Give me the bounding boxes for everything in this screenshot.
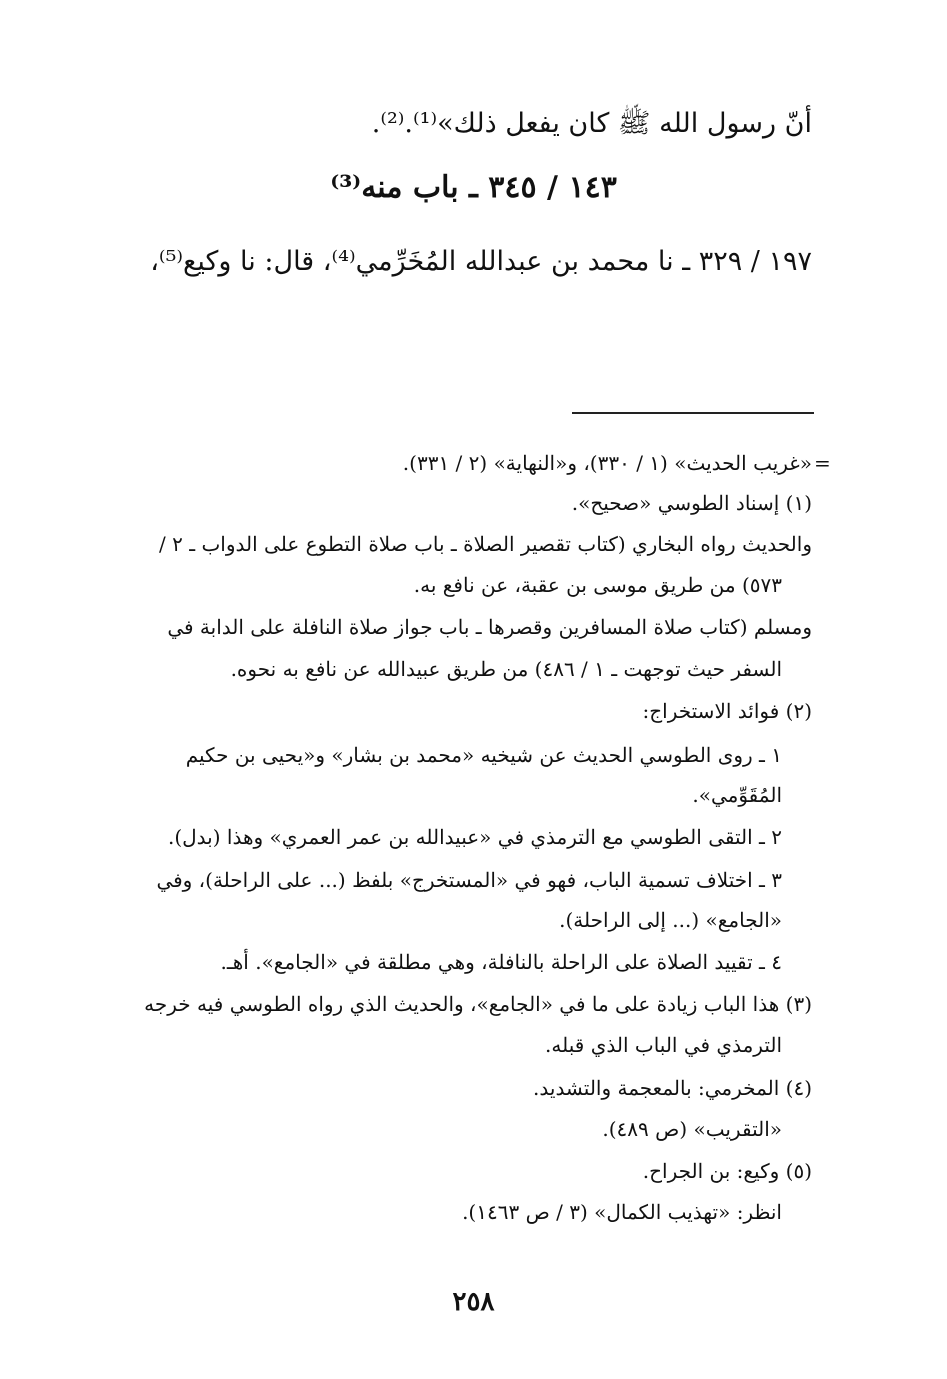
footnote-line: «الجامع» (... إلى الراحلة). <box>559 908 782 932</box>
page-number: ٢٥٨ <box>452 1287 495 1317</box>
footnote-line: ٣ ـ اختلاف تسمية الباب، فهو في «المستخرج» بلفظ (... على الراحلة)، وفي <box>156 868 782 892</box>
footnote-line: (١) إسناد الطوسي «صحيح». <box>571 491 812 515</box>
footnote-separator <box>572 412 814 414</box>
footnote-line: ومسلم (كتاب صلاة المسافرين وقصرها ـ باب جواز صلاة النافلة على الدابة في <box>167 615 812 639</box>
footnote-line: (٥) وكيع: بن الجراح. <box>642 1159 812 1183</box>
footnote-line: والحديث رواه البخاري (كتاب تقصير الصلاة ـ باب صلاة التطوع على الدواب ـ ٢ / <box>159 532 812 556</box>
footnote-line: ١ ـ روى الطوسي الحديث عن شيخيه «محمد بن بشار» و«يحيى بن حكيم <box>185 743 782 767</box>
footnote-line: الترمذي في الباب الذي قبله. <box>545 1033 782 1057</box>
footnote-line: ٤ ـ تقييد الصلاة على الراحلة بالنافلة، وهي مطلقة في «الجامع». أهـ. <box>220 950 782 974</box>
footnote-line: السفر حيث توجهت ـ ١ / ٤٨٦) من طريق عبيدالله عن نافع به نحوه. <box>230 657 782 681</box>
text-line-2: ١٩٧ / ٣٢٩ ـ نا محمد بن عبدالله المُخَرِّمي⁽⁴⁾، قال: نا وكيع⁽⁵⁾، <box>150 246 812 277</box>
footnote-line: ٢ ـ التقى الطوسي مع الترمذي في «عبيدالله بن عمر العمري» وهذا (بدل). <box>167 825 782 849</box>
text-line-1: أنّ رسول الله ﷺ كان يفعل ذلك»⁽¹⁾.⁽²⁾. <box>371 108 812 139</box>
continuation-mark: = <box>814 451 831 475</box>
footnote-line: ٥٧٣) من طريق موسى بن عقبة، عن نافع به. <box>413 573 782 597</box>
footnote-line: (٣) هذا الباب زيادة على ما في «الجامع»، والحديث الذي رواه الطوسي فيه خرجه <box>144 992 812 1016</box>
footnote-line: المُقَوِّمي». <box>692 783 782 807</box>
footnote-line: (٤) المخرمي: بالمعجمة والتشديد. <box>533 1076 812 1100</box>
footnote-line: انظر: «تهذيب الكمال» (٣ / ص ١٤٦٣). <box>462 1200 782 1224</box>
chapter-heading: ١٤٣ / ٣٤٥ ـ باب منه⁽³⁾ <box>330 170 617 205</box>
footnote-line: (٢) فوائد الاستخراج: <box>642 699 812 723</box>
footnote-line: «التقريب» (ص ٤٨٩). <box>602 1117 782 1141</box>
footnote-line: «غريب الحديث» (١ / ٣٣٠)، و«النهاية» (٢ / ٣٣١). <box>402 451 812 475</box>
